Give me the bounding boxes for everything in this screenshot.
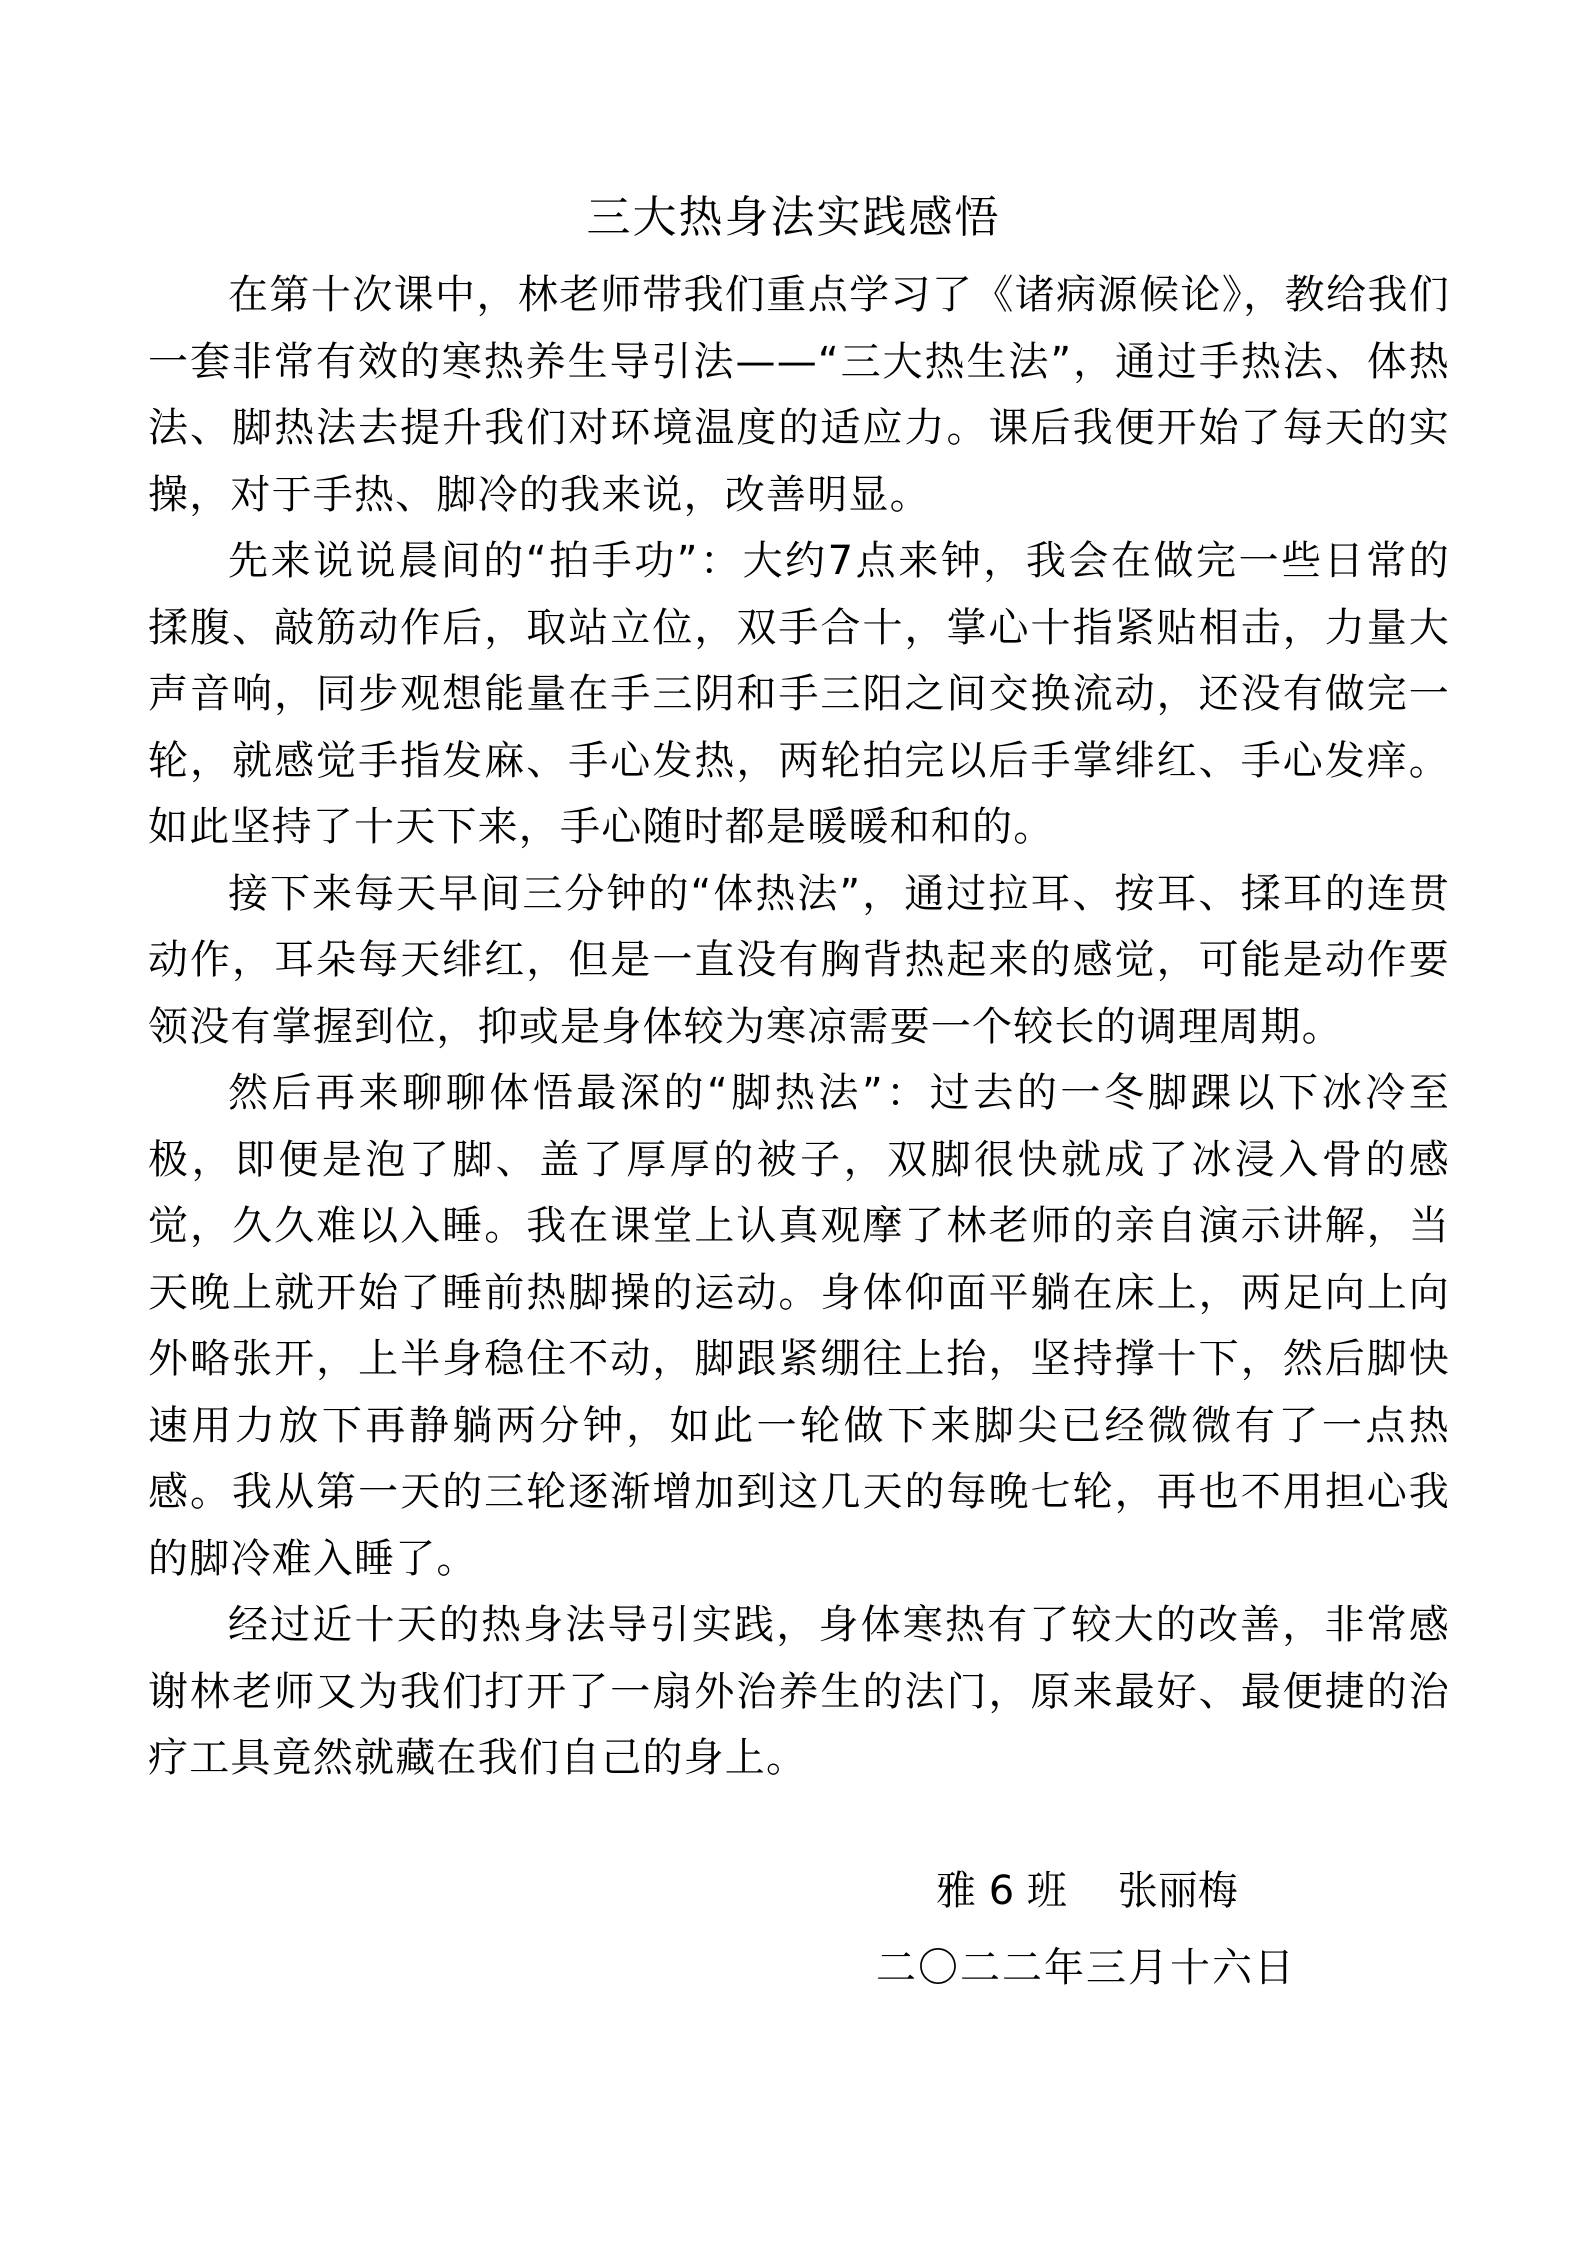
paragraph-2: 先来说说晨间的“拍手功”：大约7点来钟，我会在做完一些日常的揉腹、敲筋动作后，取站立位，双手合十，掌心十指紧贴相击，力量大声音响，同步观想能量在手三阴和手三阳之间交换流动，还没有做完一轮，就感觉手指发麻、手心发热，两轮拍完以后手掌绯红、手心发痒。如此坚持了十天下来，手心随时都是暖暖和和的。 bbox=[148, 538, 1450, 850]
document-date: 二〇二二年三月十六日 bbox=[876, 1945, 1296, 1991]
paragraph-1: 在第十次课中，林老师带我们重点学习了《诸病源候论》，教给我们一套非常有效的寒热养生导引法——“三大热生法”，通过手热法、体热法、脚热法去提升我们对环境温度的适应力。课后我便开始了每天的实操，对于手热、脚冷的我来说，改善明显。 bbox=[148, 272, 1450, 518]
paragraph-4: 然后再来聊聊体悟最深的“脚热法”：过去的一冬脚踝以下冰冷至极，即便是泡了脚、盖了厚厚的被子，双脚很快就成了冰浸入骨的感觉，久久难以入睡。我在课堂上认真观摩了林老师的亲自演示讲解，当天晚上就开始了睡前热脚操的运动。身体仰面平躺在床上，两足向上向外略张开，上半身稳住不动，脚跟紧绷往上抬，坚持撑十下，然后脚快速用力放下再静躺两分钟，如此一轮做下来脚尖已经微微有了一点热感。我从第一天的三轮逐渐增加到这几天的每晚七轮，再也不用担心我的脚冷难入睡了。 bbox=[148, 1070, 1450, 1582]
paragraph-3: 接下来每天早间三分钟的“体热法”，通过拉耳、按耳、揉耳的连贯动作，耳朵每天绯红，但是一直没有胸背热起来的感觉，可能是动作要领没有掌握到位，抑或是身体较为寒凉需要一个较长的调理周期。 bbox=[148, 870, 1450, 1050]
document-body bbox=[148, 262, 1450, 1792]
author-signature: 雅 6 班 张丽梅 bbox=[936, 1868, 1238, 1914]
paragraph-5: 经过近十天的热身法导引实践，身体寒热有了较大的改善，非常感谢林老师又为我们打开了一扇外治养生的法门，原来最好、最便捷的治疗工具竟然就藏在我们自己的身上。 bbox=[148, 1602, 1450, 1781]
document-title: 三大热身法实践感悟 bbox=[586, 192, 1001, 243]
